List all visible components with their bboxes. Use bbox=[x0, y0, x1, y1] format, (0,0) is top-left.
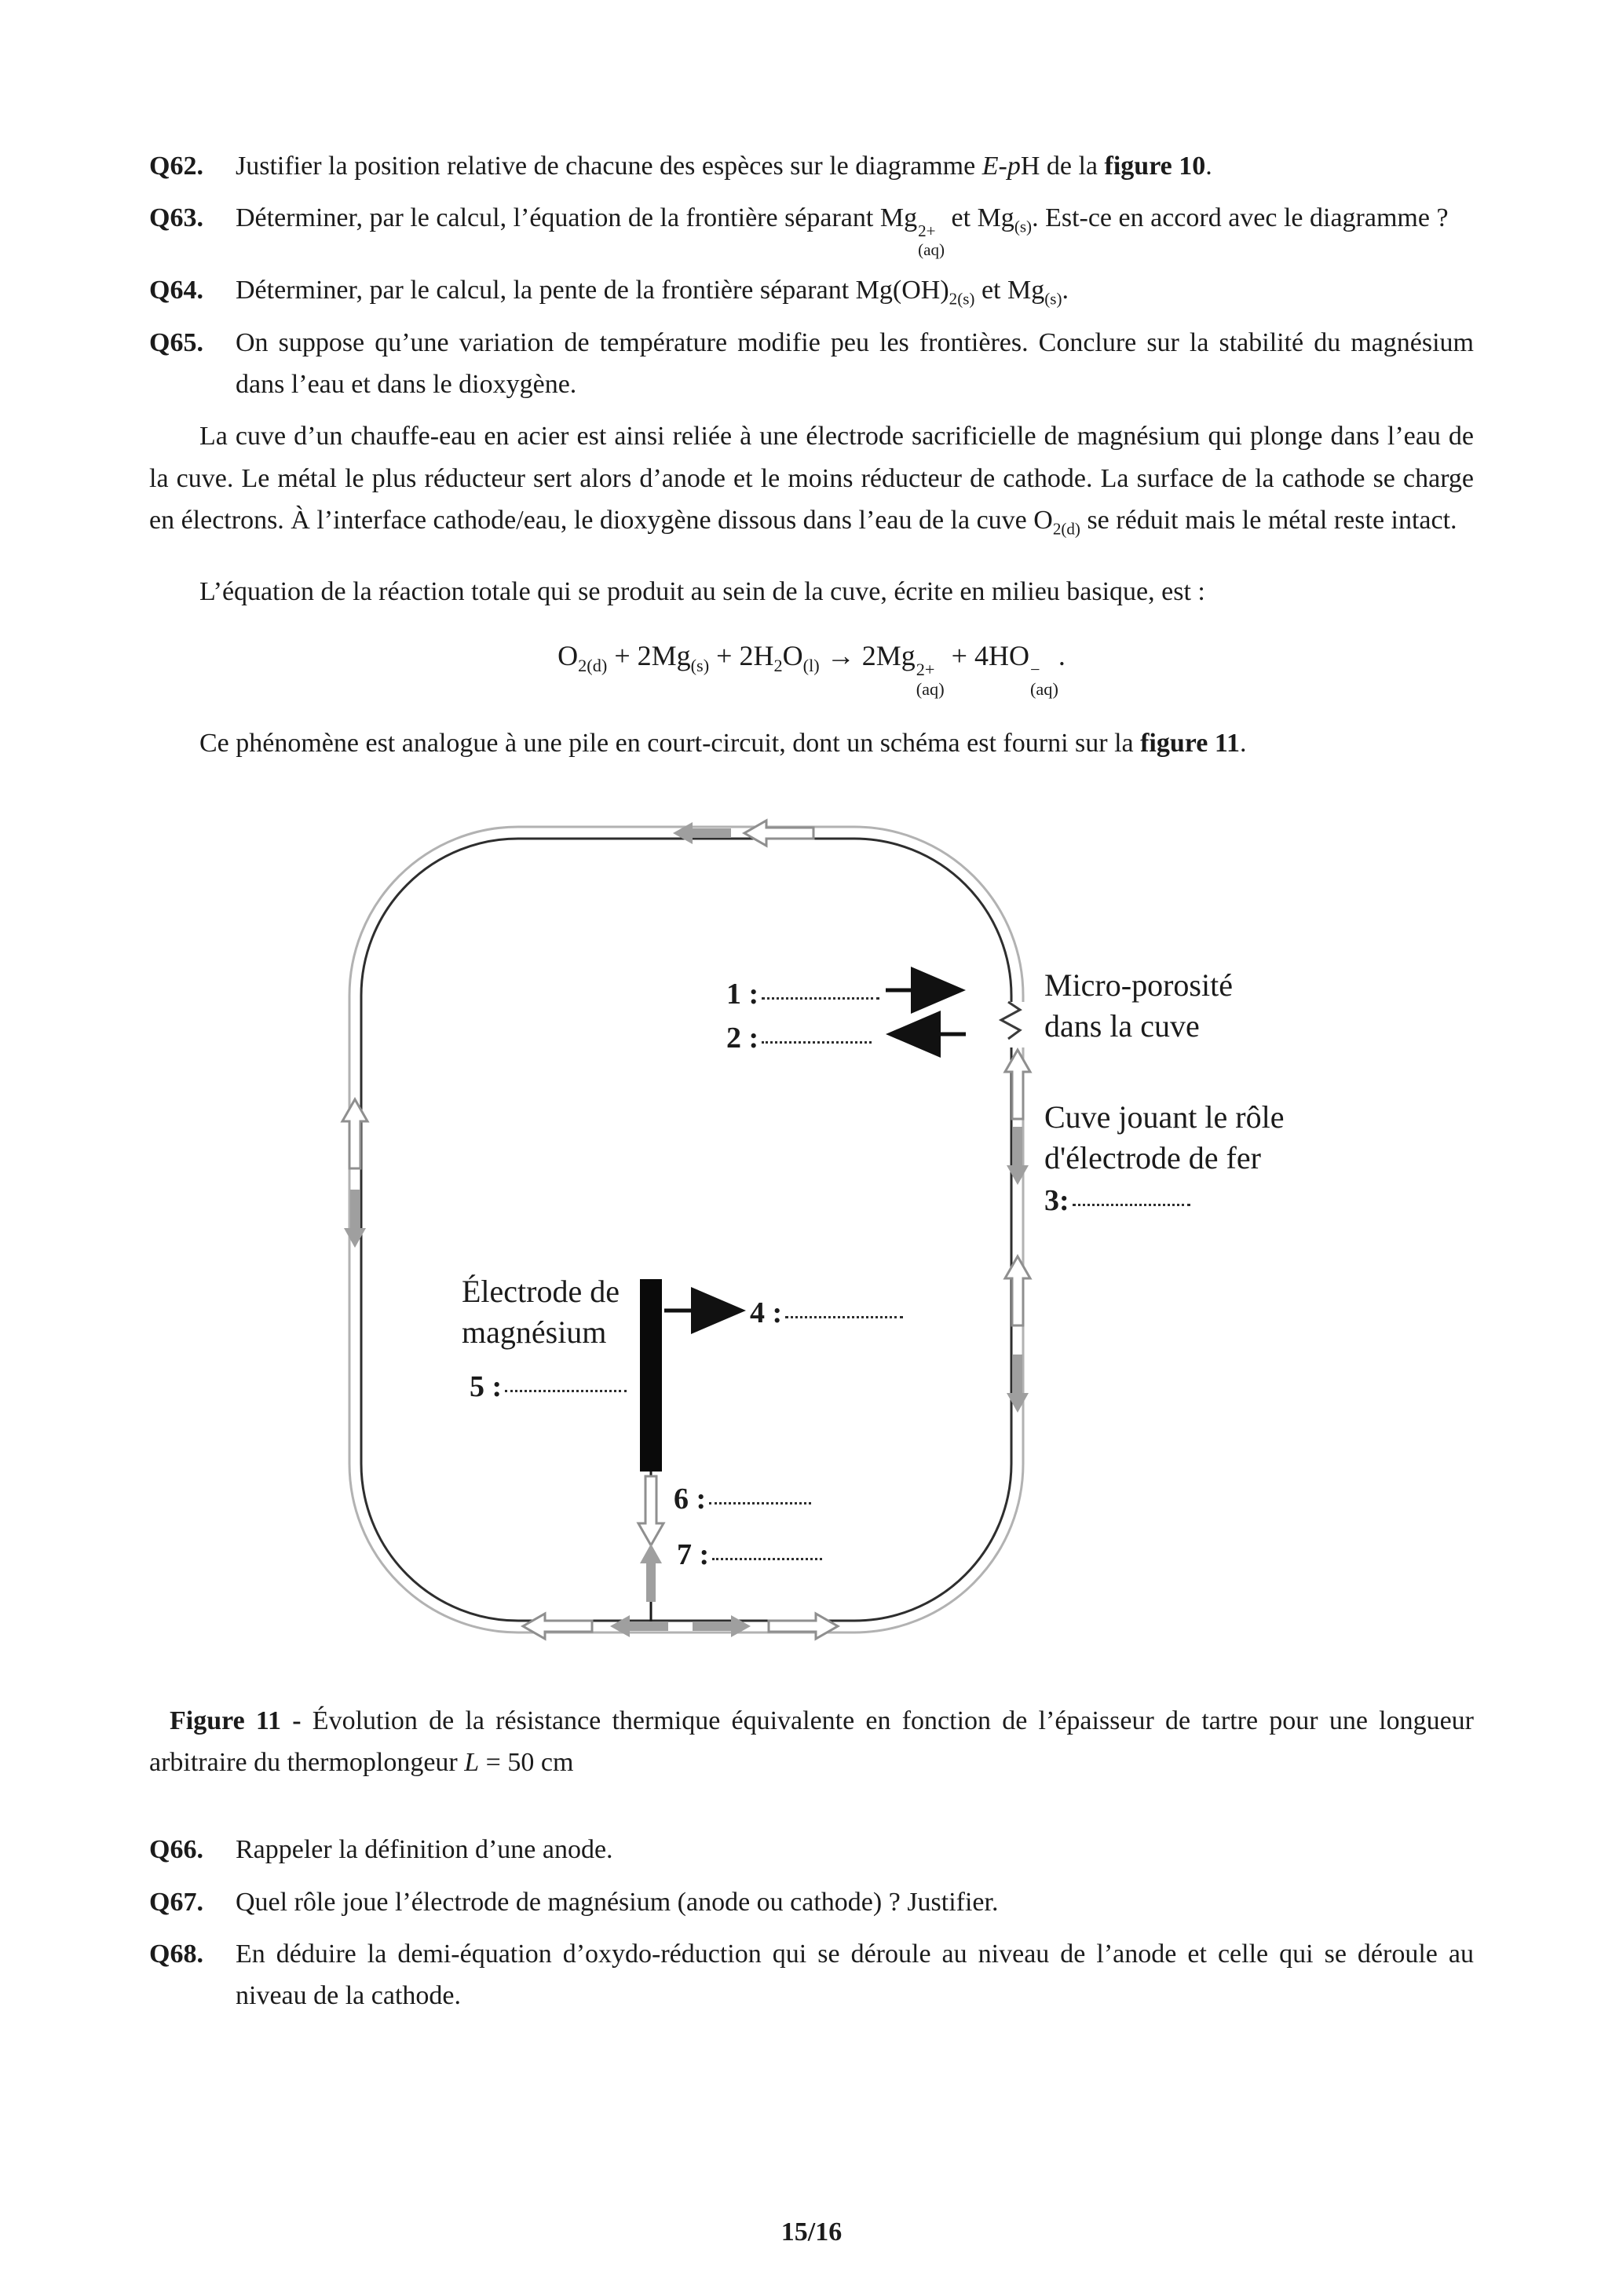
paragraph-equation-intro: L’équation de la réaction totale qui se produit au sein de la cuve, écrite en milieu basique, est : bbox=[199, 577, 1205, 607]
question-label: Q63. bbox=[149, 203, 203, 233]
figure-blank-1: 1 : bbox=[726, 974, 879, 1014]
question-q64 bbox=[149, 269, 1474, 311]
reaction-equation: $O_{2(d)} + 2Mg_{(s)} + 2H_2O_{(l)} \to 2Mg$ 2+ (aq) + 4HO − (aq) . bbox=[557, 639, 1066, 700]
question-q68 bbox=[149, 1933, 1474, 2017]
current-arrow-bottom-gray-right bbox=[693, 1615, 751, 1637]
page-number: 15/16 bbox=[780, 2217, 843, 2247]
question-text: Rappeler la définition d’une anode. bbox=[236, 1835, 613, 1865]
dotted-blank bbox=[709, 1502, 811, 1504]
question-label: Q62. bbox=[149, 152, 203, 181]
dotted-blank bbox=[1073, 1204, 1190, 1206]
dotted-blank bbox=[505, 1390, 627, 1392]
question-text: En déduire la demi-équation d’oxydo-réduction qui se déroule au niveau de l’anode et celle qui se déroule au niveau de la cathode. bbox=[236, 1940, 1474, 2011]
question-q63 bbox=[149, 197, 1474, 259]
question-q66 bbox=[149, 1829, 1474, 1870]
dotted-blank bbox=[785, 1316, 903, 1318]
question-q62 bbox=[149, 145, 1474, 187]
current-arrow-left-hollow-up bbox=[342, 1099, 367, 1168]
lower-questions bbox=[149, 1829, 1474, 2017]
current-arrow-center-gray-up bbox=[640, 1544, 662, 1602]
magnesium-electrode-bar bbox=[640, 1279, 662, 1472]
paragraph-figure-intro: Ce phénomène est analogue à une pile en court-circuit, dont un schéma est fourni sur la figure 11. bbox=[199, 729, 1247, 759]
dotted-blank bbox=[712, 1558, 822, 1560]
current-arrow-top-gray-left bbox=[673, 822, 731, 844]
current-arrow-right-gray-down-2 bbox=[1007, 1355, 1029, 1413]
figure-blank-6: 6 : bbox=[674, 1479, 811, 1519]
electrode-annotation: Électrode de magnésium bbox=[462, 1273, 620, 1351]
dotted-blank bbox=[762, 997, 879, 1000]
microporosity-annotation: Micro-porosité dans la cuve bbox=[1044, 967, 1233, 1044]
question-label: Q68. bbox=[149, 1940, 203, 1969]
figure-blank-5: 5 : bbox=[470, 1367, 627, 1406]
current-arrow-left-gray-down bbox=[344, 1190, 366, 1248]
question-text: Quel rôle joue l’électrode de magnésium (anode ou cathode) ? Justifier. bbox=[236, 1887, 999, 1917]
question-label: Q67. bbox=[149, 1887, 203, 1917]
question-text: Justifier la position relative de chacune des espèces sur le diagramme E-pH de la figure 10. bbox=[236, 152, 1212, 181]
question-label: Q65. bbox=[149, 327, 203, 357]
figure-blank-4: 4 : bbox=[750, 1293, 903, 1333]
figure-11 bbox=[149, 808, 1474, 1654]
paragraph-context: La cuve d’un chauffe-eau en acier est ainsi reliée à une électrode sacrificielle de magnésium qui plonge dans l’eau de la cuve. Le métal le plus réducteur sert alors d’anode et le moins réducteur de cathode. La surface de la cathode se charge en électrons. À l’interface cathode/eau, le dioxygène dissous dans l’eau de la cuve $O_{2(d)}$ se réduit mais le métal reste intact. bbox=[149, 422, 1474, 539]
question-text: On suppose qu’une variation de température modifie peu les frontières. Conclure sur la stabilité du magnésium dans l’eau et dans le dioxygène. bbox=[236, 327, 1474, 399]
question-q65 bbox=[149, 322, 1474, 406]
current-arrow-bottom-gray-left bbox=[610, 1615, 668, 1637]
current-arrow-right-gray-down-1 bbox=[1007, 1127, 1029, 1185]
figure-11-caption: Figure 11 - Évolution de la résistance thermique équivalente en fonction de l’épaisseur de tartre pour une longueur arbitraire du thermoplongeur L = 50 cm bbox=[149, 1706, 1474, 1777]
question-text: Déterminer, par le calcul, l’équation de la frontière séparant Mg 2+ (aq) et $Mg_{(s)}$. Est-ce en accord avec le diagramme ? bbox=[236, 203, 1449, 259]
figure-blank-7: 7 : bbox=[677, 1535, 822, 1574]
question-label: Q66. bbox=[149, 1835, 203, 1865]
figure-11-schematic bbox=[149, 808, 1474, 1654]
current-arrow-bottom-hollow-right bbox=[769, 1614, 838, 1639]
figure-blank-2: 2 : bbox=[726, 1018, 872, 1058]
current-arrow-right-hollow-up-1 bbox=[1005, 1050, 1030, 1119]
question-q67 bbox=[149, 1881, 1474, 1923]
current-arrow-bottom-hollow-left bbox=[523, 1614, 592, 1639]
dotted-blank bbox=[762, 1041, 872, 1044]
current-arrow-top-hollow-left bbox=[744, 821, 813, 846]
question-text: Déterminer, par le calcul, la pente de la frontière séparant $Mg(OH)_{2(s)}$ et $Mg_{(s)}$. bbox=[236, 276, 1069, 309]
cuve-annotation: Cuve jouant le rôle d'électrode de fer 3: bbox=[1044, 1099, 1285, 1218]
question-label: Q64. bbox=[149, 276, 203, 305]
current-arrow-center-hollow-down bbox=[638, 1476, 663, 1545]
current-arrow-right-hollow-up-2 bbox=[1005, 1256, 1030, 1325]
